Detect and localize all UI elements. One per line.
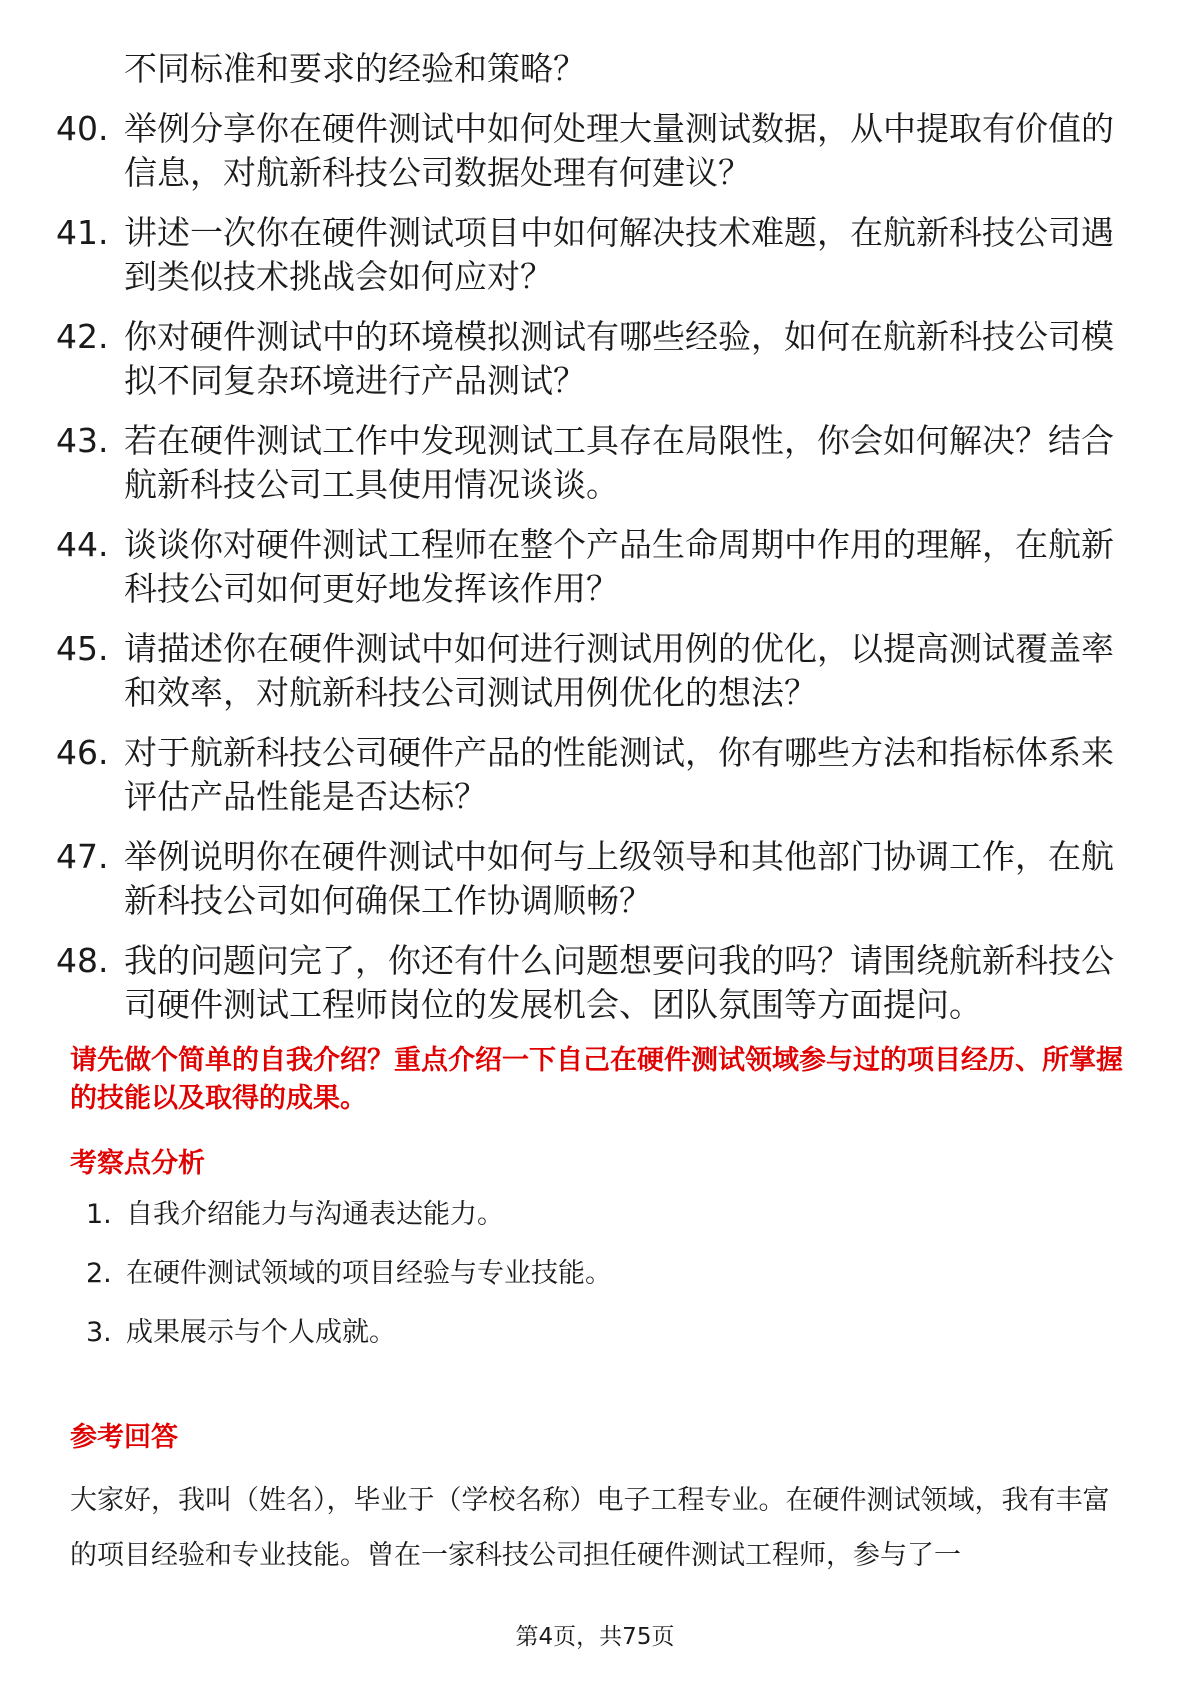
question-item	[56, 835, 1136, 923]
question-text: 请描述你在硬件测试中如何进行测试用例的优化，以提高测试覆盖率和效率，对航新科技公司测试用例优化的想法？	[124, 629, 1114, 712]
question-item	[56, 211, 1136, 299]
question-item	[56, 419, 1136, 507]
analysis-number: 3.	[86, 1317, 112, 1348]
analysis-text: 成果展示与个人成就。	[126, 1317, 396, 1348]
analysis-text: 在硬件测试领域的项目经验与专业技能。	[126, 1258, 612, 1289]
question-text: 谈谈你对硬件测试工程师在整个产品生命周期中作用的理解，在航新科技公司如何更好地发挥该作用？	[124, 525, 1114, 608]
question-item	[56, 731, 1136, 819]
question-list	[56, 47, 1136, 1043]
page-footer: 第4页，共75页	[515, 1624, 675, 1650]
question-number: 44.	[56, 525, 109, 564]
analysis-heading: 考察点分析	[70, 1148, 205, 1179]
question-number: 47.	[56, 837, 109, 876]
question-item	[56, 939, 1136, 1027]
question-number: 40.	[56, 109, 109, 148]
question-text: 讲述一次你在硬件测试项目中如何解决技术难题，在航新科技公司遇到类似技术挑战会如何应对？	[124, 213, 1114, 296]
question-item	[56, 523, 1136, 611]
question-number: 46.	[56, 733, 109, 772]
highlight-question: 请先做个简单的自我介绍？重点介绍一下自己在硬件测试领域参与过的项目经历、所掌握的技能以及取得的成果。	[70, 1045, 1123, 1114]
question-item	[56, 107, 1136, 195]
answer-text: 大家好，我叫（姓名），毕业于（学校名称）电子工程专业。在硬件测试领域，我有丰富的项目经验和专业技能。曾在一家科技公司担任硬件测试工程师，参与了一	[70, 1485, 1110, 1571]
question-item	[56, 47, 1136, 91]
analysis-list	[86, 1196, 612, 1373]
question-text: 你对硬件测试中的环境模拟测试有哪些经验，如何在航新科技公司模拟不同复杂环境进行产品测试？	[124, 317, 1114, 400]
question-text: 对于航新科技公司硬件产品的性能测试，你有哪些方法和指标体系来评估产品性能是否达标？	[124, 733, 1114, 816]
question-text: 举例分享你在硬件测试中如何处理大量测试数据，从中提取有价值的信息，对航新科技公司数据处理有何建议？	[124, 109, 1114, 192]
question-number: 45.	[56, 629, 109, 668]
analysis-item	[86, 1196, 612, 1234]
question-text: 不同标准和要求的经验和策略？	[124, 49, 586, 88]
question-text: 若在硬件测试工作中发现测试工具存在局限性，你会如何解决？结合航新科技公司工具使用情况谈谈。	[124, 421, 1114, 504]
analysis-item	[86, 1255, 612, 1293]
question-text: 举例说明你在硬件测试中如何与上级领导和其他部门协调工作，在航新科技公司如何确保工作协调顺畅？	[124, 837, 1114, 920]
question-number: 41.	[56, 213, 109, 252]
question-number: 43.	[56, 421, 109, 460]
question-text: 我的问题问完了，你还有什么问题想要问我的吗？请围绕航新科技公司硬件测试工程师岗位的发展机会、团队氛围等方面提问。	[124, 941, 1114, 1024]
question-number: 42.	[56, 317, 109, 356]
answer-heading: 参考回答	[70, 1422, 178, 1453]
analysis-item	[86, 1314, 612, 1352]
analysis-number: 2.	[86, 1258, 112, 1289]
question-number: 48.	[56, 941, 109, 980]
question-number	[56, 47, 124, 91]
question-item	[56, 627, 1136, 715]
analysis-number: 1.	[86, 1199, 112, 1230]
question-item	[56, 315, 1136, 403]
analysis-text: 自我介绍能力与沟通表达能力。	[126, 1199, 504, 1230]
